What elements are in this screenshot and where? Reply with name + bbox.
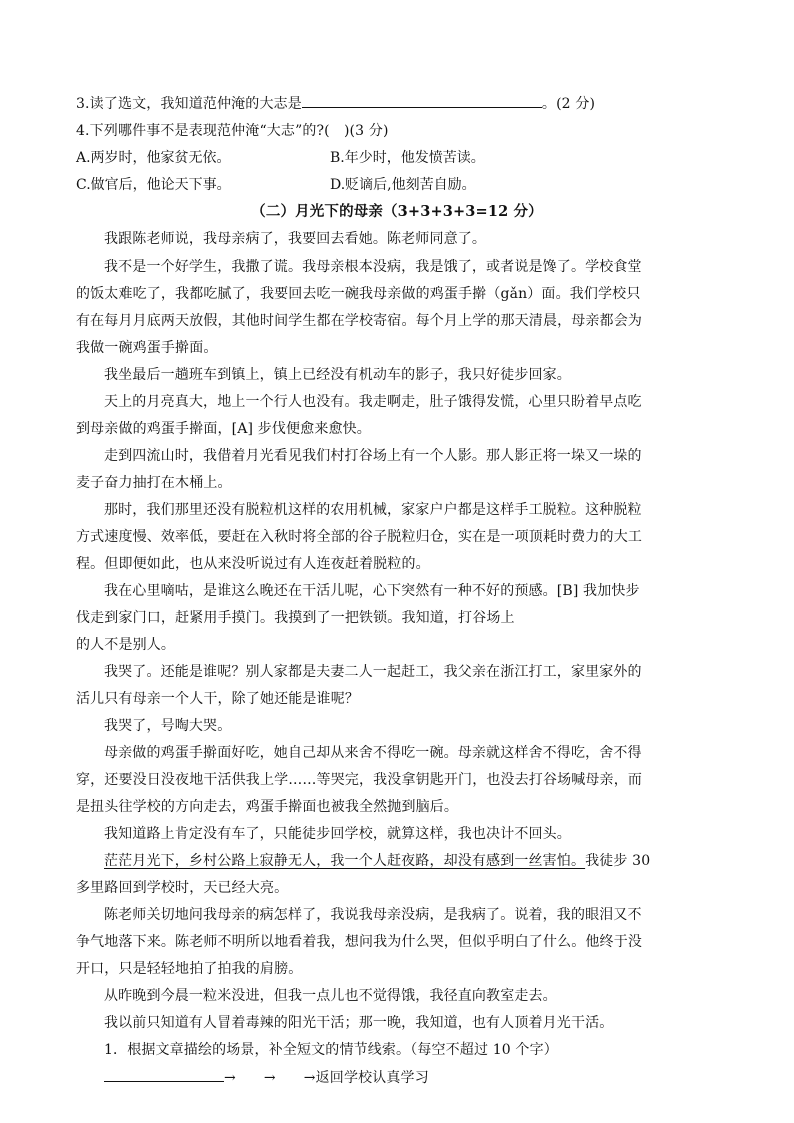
paragraph-13-line-2: 争气地落下来。陈老师不明所以地看着我，想问我为什么哭，但似乎明白了什么。他终于没 — [76, 934, 642, 950]
paragraph-13-line-1: 陈老师关切地问我母亲的病怎样了，我说我母亲没病，是我病了。说着，我的眼泪又不 — [104, 907, 642, 923]
answer-blank-1[interactable] — [104, 1067, 224, 1082]
option-a: A.两岁时，他家贫无依。 — [76, 150, 231, 166]
paragraph-3: 我坐最后一趟班车到镇上，镇上已经没有机动车的影子，我只好徒步回家。 — [104, 367, 571, 383]
paragraph-10-line-2: 穿，还要没日没夜地干活供我上学……等哭完，我没拿钥匙开门，也没去打谷场喊母亲，而 — [76, 772, 642, 788]
question-1: 1．根据文章描绘的场景，补全短文的情节线索。（每空不超过 10 个字） — [104, 1042, 558, 1058]
paragraph-15: 我以前只知道有人冒着毒辣的阳光干活；那一晚，我知道，也有人顶着月光干活。 — [104, 1015, 614, 1031]
arrow-3-final: →返回学校认真学习 — [303, 1070, 429, 1086]
question-4: 4.下列哪件事不是表现范仲淹“大志”的?( )(3 分) — [76, 123, 389, 139]
paragraph-12-line-2: 多里路回到学校时，天已经大亮。 — [76, 880, 289, 896]
paragraph-7-line-2: 伐走到家门口，赶紧用手摸门。我摸到了一把铁锁。我知道，打谷场上 — [76, 610, 515, 626]
paragraph-8-line-2: 活儿只有母亲一个人干，除了她还能是谁呢？ — [76, 691, 359, 707]
paragraph-5-line-2: 麦子奋力抽打在木桶上。 — [76, 475, 232, 491]
paragraph-2-line-3: 有在每月月底两天放假，其他时间学生都在学校寄宿。每个月上学的那天清晨，母亲都会为 — [76, 313, 642, 329]
paragraph-13-line-3: 开口，只是轻轻地拍了拍我的肩膀。 — [76, 961, 303, 977]
question-3 — [76, 93, 716, 114]
underlined-sentence: 茫茫月光下，乡村公路上寂静无人，我一个人赶夜路，却没有感到一丝害怕。 — [104, 853, 586, 869]
paragraph-10-line-3: 是扭头往学校的方向走去，鸡蛋手擀面也被我全然抛到脑后。 — [76, 799, 459, 815]
question-3-text: 3.读了选文，我知道范仲淹的大志是 — [76, 96, 302, 112]
paragraph-1: 我跟陈老师说，我母亲病了，我要回去看她。陈老师同意了。 — [104, 231, 487, 247]
option-c: C.做官后，他论天下事。 — [76, 177, 231, 193]
paragraph-2-line-1: 我不是一个好学生，我撒了谎。我母亲根本没病，我是饿了，或者说是馋了。学校食堂 — [104, 259, 642, 275]
arrow-2: → — [263, 1070, 276, 1086]
paragraph-11: 我知道路上肯定没有车了，只能徒步回学校，就算这样，我也决计不回头。 — [104, 826, 571, 842]
plot-clue-row — [104, 1067, 744, 1088]
paragraph-12-line-1 — [104, 851, 716, 871]
paragraph-8-line-1: 我哭了。还能是谁呢？别人家都是夫妻二人一起赶工，我父亲在浙江打工，家里家外的 — [104, 664, 642, 680]
paragraph-6-line-2: 方式速度慢、效率低，要赶在入秋时将全部的谷子脱粒归仓，实在是一项顶耗时费力的大工 — [76, 529, 642, 545]
paragraph-6-line-3: 程。但即便如此，也从来没听说过有人连夜赶着脱粒的。 — [76, 556, 430, 572]
paragraph-7-line-3: 的人不是别人。 — [76, 637, 176, 653]
paragraph-9: 我哭了，号啕大哭。 — [104, 718, 232, 734]
paragraph-2-line-4: 我做一碗鸡蛋手擀面。 — [76, 340, 218, 356]
arrow-1: → — [224, 1070, 236, 1086]
paragraph-4-line-2: 到母亲做的鸡蛋手擀面，[A] 步伐便愈来愈快。 — [76, 421, 371, 437]
paragraph-10-line-1: 母亲做的鸡蛋手擀面好吃，她自己却从来舍不得吃一碗。母亲就这样舍不得吃，舍不得 — [104, 745, 642, 761]
question-3-score: 。(2 分) — [541, 96, 596, 112]
option-d: D.贬谪后,他刻苦自励。 — [330, 177, 476, 193]
paragraph-4-line-1: 天上的月亮真大，地上一个行人也没有。我走啊走，肚子饿得发慌，心里只盼着早点吃 — [104, 394, 642, 410]
option-b: B.年少时，他发愤苦读。 — [330, 150, 485, 166]
paragraph-6-line-1: 那时，我们那里还没有脱粒机这样的农用机械，家家户户都是这样手工脱粒。这种脱粒 — [104, 502, 642, 518]
paragraph-12-rest: 我徒步 30 — [585, 853, 651, 869]
paragraph-5-line-1: 走到四流山时，我借着月光看见我们村打谷场上有一个人影。那人影正将一垛又一垛的 — [104, 448, 642, 464]
paragraph-14: 从昨晚到今晨一粒米没进，但我一点儿也不觉得饿，我径直向教室走去。 — [104, 988, 557, 1004]
paragraph-2-line-2: 的饭太难吃了，我都吃腻了，我要回去吃一碗我母亲做的鸡蛋手擀（gǎn）面。我们学校只 — [76, 286, 641, 302]
section-title: （二）月光下的母亲（3+3+3+3=12 分） — [251, 203, 543, 220]
answer-blank-q3[interactable] — [302, 93, 542, 108]
paragraph-7-line-1: 我在心里嘀咕，是谁这么晚还在干活儿呢，心下突然有一种不好的预感。[B] 我加快步 — [104, 583, 640, 599]
